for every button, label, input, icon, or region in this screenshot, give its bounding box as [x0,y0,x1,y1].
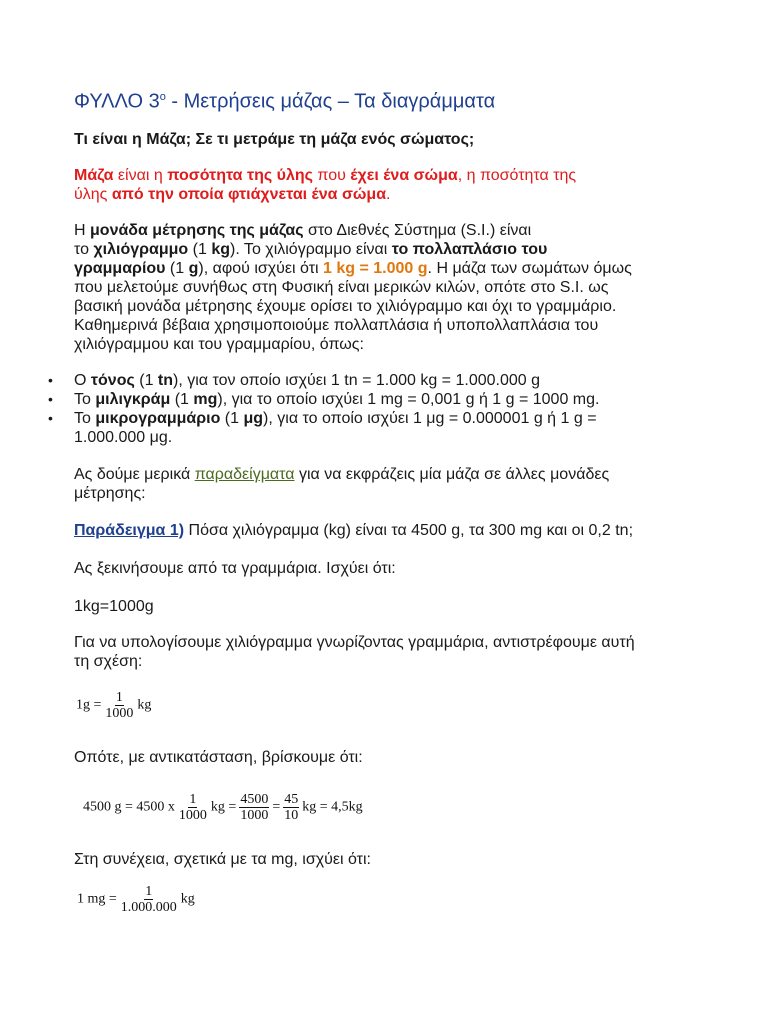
page-title: ΦΥΛΛΟ $3^o$ - Μετρήσεις μάζας – Τα διαγράμματα [74,90,496,113]
examples-intro-line-2: μέτρησης: [74,485,146,502]
bullet-item-microgram: Το μικρογραμμάριο (1 μg), για το οποίο ισχύει 1 μg = 0.000001 g ή 1 g = [74,410,597,427]
paragraph-line-2: το χιλιόγραμμο (1 kg). Το χιλιόγραμμο είναι το πολλαπλάσιο του [74,241,548,258]
definition-line-1: Μάζα είναι η ποσότητα της ύλης που έχει ένα σώμα, η ποσότητα της [74,167,577,184]
bullet-dot: • [48,410,53,426]
definition-line-2: ύλης από την οποία φτιάχνεται ένα σώμα. [74,186,391,203]
paragraph-line-1: Η μονάδα μέτρησης της μάζας στο Διεθνές Σύστημα (S.I.) είναι [74,222,532,239]
examples-intro-line-1: Ας δούμε μερικά παραδείγματα για να εκφράζεις μία μάζα σε άλλες μονάδες [74,466,610,483]
invert-line-1: Για να υπολογίσουμε χιλιόγραμμα γνωρίζοντας γραμμάρια, αντιστρέφουμε αυτή [74,634,635,651]
invert-line-2: τη σχέση: [74,653,143,670]
mg-intro-text: Στη συνέχεια, σχετικά με τα mg, ισχύει ότι: [74,851,371,868]
examples-link[interactable]: παραδείγματα [194,466,295,483]
paragraph-line-7: χιλιόγραμμου και του γραμμαρίου, όπως: [74,336,364,353]
question-heading: Τι είναι η Μάζα; Σε τι μετράμε τη μάζα ενός σώματος; [74,131,475,148]
formula-mg-to-kg: 1 mg = $\frac{1}{1.000.000}$ kg [77,884,195,915]
equation-kg-g: 1kg=1000g [74,598,154,615]
formula-4500g: 4500 g = 4500 x $\frac{1}{1000}$ kg = $\frac{4500}{1000}$ = $\frac{45}{10}$ kg = 4,5kg [83,792,363,823]
bullet-dot: • [48,391,53,407]
paragraph-line-3: γραμμαρίου (1 g), αφού ισχύει ότι 1 kg = 1.000 g. Η μάζα των σωμάτων όμως [74,260,632,277]
bullet-item-ton: Ο τόνος (1 tn), για τον οποίο ισχύει 1 tn = 1.000 kg = 1.000.000 g [74,372,540,389]
example-1: Παράδειγμα 1) Πόσα χιλιόγραμμα (kg) είναι τα 4500 g, τα 300 mg και οι 0,2 tn; [74,522,634,539]
paragraph-line-4: που μελετούμε συνήθως στη Φυσική είναι μερικών κιλών, οπότε στο S.I. ως [74,279,609,296]
paragraph-line-6: Καθημερινά βέβαια χρησιμοποιούμε πολλαπλάσια ή υποπολλαπλάσια του [74,317,599,334]
bullet-dot: • [48,372,53,388]
start-text: Ας ξεκινήσουμε από τα γραμμάρια. Ισχύει ότι: [74,560,396,577]
bullet-item-microgram-cont: 1.000.000 μg. [74,429,173,446]
formula-g-to-kg: 1g = $\frac{1}{1000}$ kg [76,690,152,721]
paragraph-line-5: βασική μονάδα μέτρησης έχουμε ορίσει το χιλιόγραμμο και όχι το γραμμάριο. [74,298,617,315]
substitution-text: Οπότε, με αντικατάσταση, βρίσκουμε ότι: [74,749,363,766]
example-1-label: Παράδειγμα 1) [74,522,185,539]
bullet-item-milligram: Το μιλιγκράμ (1 mg), για το οποίο ισχύει 1 mg = 0,001 g ή 1 g = 1000 mg. [74,391,600,408]
